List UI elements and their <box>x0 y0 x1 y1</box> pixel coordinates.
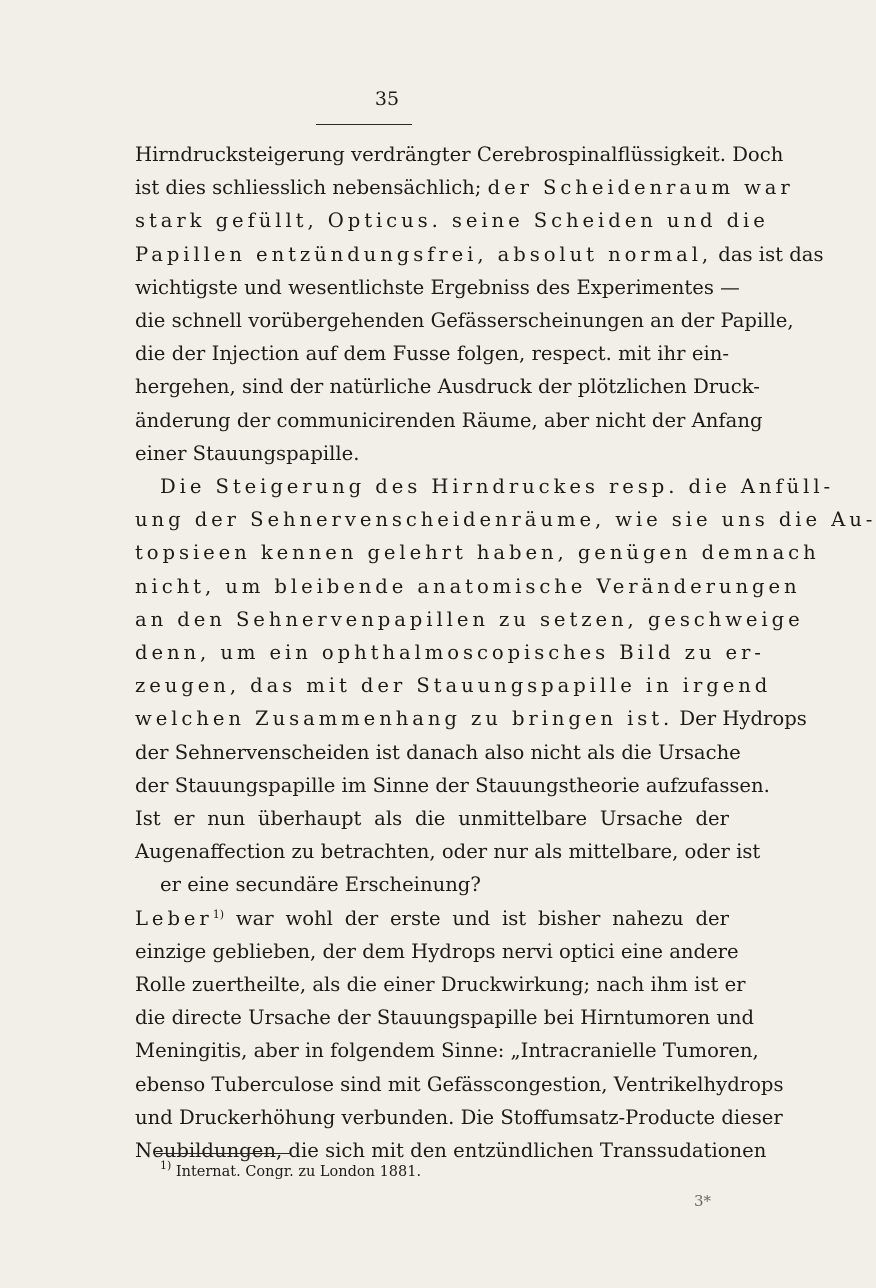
text-line <box>135 304 794 337</box>
text-line <box>135 702 807 735</box>
text-segment: Der Hydrops <box>673 707 807 731</box>
text-line <box>135 238 824 271</box>
text-line <box>135 370 760 403</box>
footnote-reference: 1) <box>212 907 225 921</box>
text-line <box>135 835 761 868</box>
spaced-text-segment: der Scheidenraum war <box>487 176 794 200</box>
text-segment: die schnell vorübergehenden Gefässerscheinungen an der Papille, <box>135 309 794 333</box>
spaced-text-segment: ung der Sehnervenscheidenräume, wie sie uns die Au- <box>135 508 876 532</box>
text-line <box>135 736 741 769</box>
text-line <box>135 1101 783 1134</box>
text-segment: hergehen, sind der natürliche Ausdruck der plötzlichen Druck- <box>135 375 760 399</box>
text-segment: ebenso Tuberculose sind mit Gefässcongestion, Ventrikelhydrops <box>135 1072 784 1096</box>
text-segment: ist dies schliesslich nebensächlich; <box>135 176 488 200</box>
text-line <box>135 603 804 636</box>
text-segment: und Druckerhöhung verbunden. Die Stoffumsatz-Producte dieser <box>135 1105 783 1129</box>
text-line <box>135 503 876 536</box>
text-segment: änderung der communicirenden Räume, aber nicht der Anfang <box>135 408 763 432</box>
text-line <box>135 337 729 370</box>
text-segment: Meningitis, aber in folgendem Sinne: „Intracranielle Tumoren, <box>135 1039 759 1063</box>
text-segment: der Sehnervenscheiden ist danach also nicht als die Ursache <box>135 740 741 764</box>
body-text <box>135 138 876 1167</box>
text-line <box>135 437 729 470</box>
spaced-text-segment: stark gefüllt, Opticus. seine Scheiden und die <box>135 209 769 233</box>
spaced-text-segment: an den Sehnervenpapillen zu setzen, geschweige <box>135 607 804 631</box>
text-line <box>135 171 794 204</box>
text-line <box>135 1068 784 1101</box>
text-line <box>135 138 784 171</box>
text-segment: die der Injection auf dem Fusse folgen, respect. mit ihr ein- <box>135 342 729 366</box>
text-segment: war wohl der erste und ist bisher nahezu der <box>224 906 729 930</box>
text-segment: der Stauungspapille im Sinne der Stauungstheorie aufzufassen. <box>135 773 770 797</box>
footnote-text: Internat. Congr. zu London 1881. <box>175 1164 422 1180</box>
text-segment: Rolle zuertheilte, als die einer Druckwirkung; nach ihm ist er <box>135 973 746 997</box>
text-segment: einer Stauungspapille. <box>135 441 360 465</box>
text-line <box>135 968 746 1001</box>
text-segment: die directe Ursache der Stauungspapille bei Hirntumoren und <box>135 1006 755 1030</box>
text-segment: er eine secundäre Erscheinung? <box>160 873 481 897</box>
spaced-text-segment: nicht, um bleibende anatomische Veränderungen <box>135 574 801 598</box>
text-line <box>135 470 835 503</box>
text-line <box>135 636 765 669</box>
text-segment: einzige geblieben, der dem Hydrops nervi optici eine andere <box>135 939 739 963</box>
text-segment: wichtigste und wesentlichste Ergebniss des Experimentes — <box>135 275 740 299</box>
text-line <box>135 1001 755 1034</box>
text-segment: das ist das <box>712 242 824 266</box>
text-segment: Augenaffection zu betrachten, oder nur als mittelbare, oder ist <box>135 840 761 864</box>
text-line <box>135 404 763 437</box>
signature-mark: 3* <box>694 1192 712 1210</box>
text-segment: Neubildungen, die sich mit den entzündlichen Transsudationen <box>135 1139 767 1163</box>
text-line <box>135 271 740 304</box>
footnote-marker: 1) <box>160 1159 172 1172</box>
text-line <box>135 902 729 935</box>
text-line <box>135 204 769 237</box>
spaced-text-segment: denn, um ein ophthalmoscopisches Bild zu er- <box>135 641 765 665</box>
text-segment: Hirndrucksteigerung verdrängter Cerebrospinalflüssigkeit. Doch <box>135 143 784 166</box>
footnote-rule <box>156 1153 291 1154</box>
text-line <box>135 570 801 603</box>
text-line <box>135 1034 759 1067</box>
text-line <box>135 669 772 702</box>
text-line <box>135 536 820 569</box>
spaced-text-segment: Papillen entzündungsfrei, absolut normal, <box>135 242 713 266</box>
spaced-text-segment: topsieen kennen gelehrt haben, genügen demnach <box>135 541 820 565</box>
text-segment: Ist er nun überhaupt als die unmittelbare Ursache der <box>135 807 729 831</box>
text-line <box>135 1134 767 1167</box>
footnote <box>160 1159 422 1180</box>
text-line <box>135 802 729 835</box>
text-line <box>135 868 729 901</box>
spaced-text-segment: zeugen, das mit der Stauungspapille in irgend <box>135 674 772 698</box>
spaced-text-segment: Leber <box>135 906 213 930</box>
page-number: 35 <box>374 88 400 110</box>
text-line <box>135 769 770 802</box>
spaced-text-segment: Die Steigerung des Hirndruckes resp. die Anfüll- <box>160 475 835 499</box>
page-number-rule <box>316 124 412 125</box>
text-line <box>135 935 739 968</box>
spaced-text-segment: welchen Zusammenhang zu bringen ist. <box>135 707 674 731</box>
